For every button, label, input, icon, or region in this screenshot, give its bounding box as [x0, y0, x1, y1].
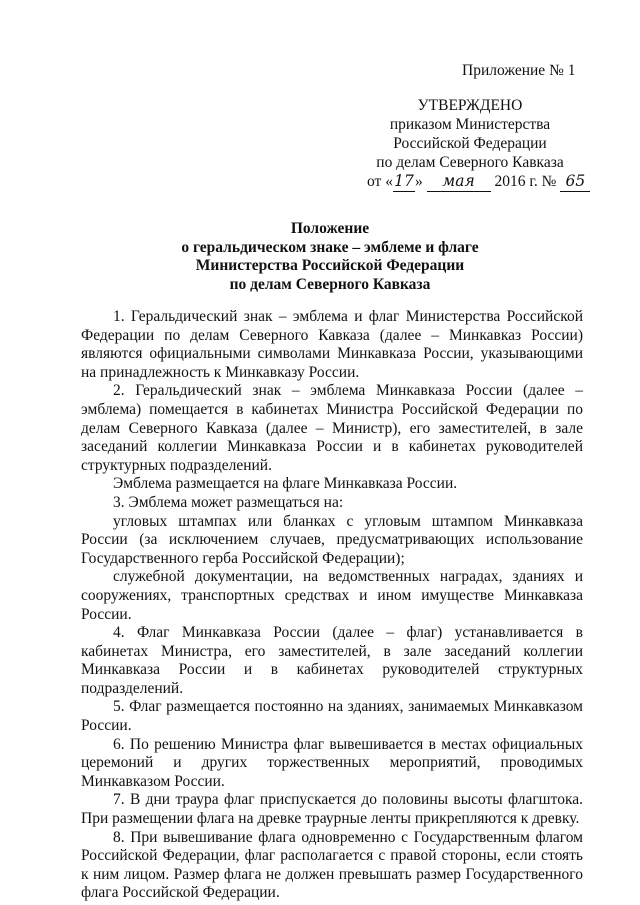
paragraph-1: 1. Геральдический знак – эмблема и флаг Министерства Российской Федерации по делам Северного Кавказа (далее – Минкавказ России) являются официальными символами Минкавказа России, указывающими на принадлежность к Минкавказу России.	[81, 308, 583, 381]
title-line-3: Министерства Российской Федерации	[195, 257, 465, 274]
order-line-3: по делам Северного Кавказа	[376, 154, 564, 171]
document-title	[80, 220, 580, 294]
appendix-label: Приложение № 1	[462, 62, 576, 79]
paragraph-5: 5. Флаг размещается постоянно на зданиях, занимаемых Минкавказом России.	[81, 698, 583, 735]
paragraph-3-item-2: служебной документации, на ведомственных наградах, зданиях и сооружениях, транспортных средствах и ином имуществе Минкавказа России.	[81, 568, 583, 623]
paragraph-7: 7. В дни траура флаг приспускается до половины высоты флагштока. При размещении флага на древке траурные ленты прикрепляются к древку.	[81, 791, 583, 828]
paragraph-2: 2. Геральдический знак – эмблема Минкавказа России (далее – эмблема) помещается в кабинетах Министра Российской Федерации по делам Северного Кавказа (далее – Министр), его заместителей, в зале заседаний коллегии Минкавказа России и в кабинетах руководителей структурных подразделений.	[81, 382, 583, 474]
handwritten-order-number: 65	[560, 172, 590, 192]
date-mid: »	[414, 173, 423, 190]
approval-block	[355, 96, 585, 192]
order-line-1: приказом Министерства	[389, 116, 551, 133]
date-year: 2016 г. №	[494, 173, 557, 190]
order-line-2: Российской Федерации	[393, 135, 547, 152]
handwritten-month: мая	[427, 172, 491, 192]
paragraph-4: 4. Флаг Минкавказа России (далее – флаг) устанавливается в кабинетах Министра, его заместителей, в зале заседаний коллегии Минкавказа России и в кабинетах руководителей структурных подразделений.	[81, 624, 583, 697]
order-date-line	[355, 172, 585, 192]
paragraph-2-emblem: Эмблема размещается на флаге Минкавказа России.	[113, 475, 458, 493]
title-line-4: по делам Северного Кавказа	[229, 275, 431, 293]
approved-heading: УТВЕРЖДЕНО	[417, 97, 523, 114]
title-line-1: Положение	[290, 220, 370, 237]
title-line-2: о геральдическом знаке – эмблеме и флаге	[181, 238, 479, 256]
handwritten-day: 17	[394, 172, 414, 190]
paragraph-3-item-1: угловых штампах или бланках с угловым штампом Минкавказа России (за исключением случаев, предусматривающих использование Государственного герба Российской Федерации);	[81, 512, 583, 567]
paragraph-3: 3. Эмблема может размещаться на:	[113, 493, 344, 511]
paragraph-8: 8. При вывешивание флага одновременно с Государственным флагом Российской Федерации, флаг располагается с правой стороны, если стоять к ним лицом. Размер флага не должен превышать размер Государственного флага Российской Федерации.	[81, 828, 583, 902]
paragraph-6: 6. По решению Министра флаг вывешивается в местах официальных церемоний и других торжественных мероприятий, проводимых Минкавказом России.	[81, 735, 583, 790]
date-prefix: от «	[367, 173, 393, 190]
document-body	[81, 308, 583, 903]
